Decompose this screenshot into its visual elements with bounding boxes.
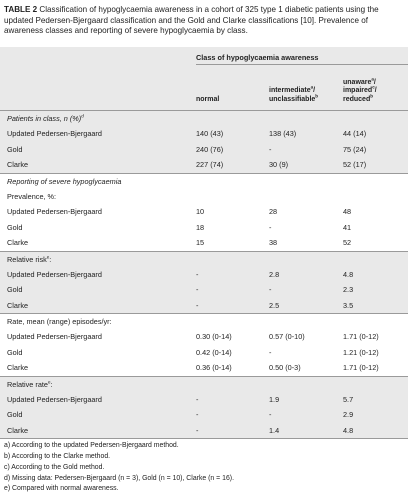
col-normal-label: normal xyxy=(196,95,220,103)
table-row xyxy=(0,298,408,313)
row-label: Updated Pedersen-Bjergaard xyxy=(7,269,102,279)
table-caption xyxy=(0,0,408,47)
table-row xyxy=(0,235,408,250)
table-row xyxy=(0,345,408,360)
cell-intermediate: 1.4 xyxy=(269,425,280,435)
table-row xyxy=(0,142,408,157)
table-row xyxy=(0,267,408,282)
table-body xyxy=(0,110,408,438)
cell-unaware: 2.3 xyxy=(343,285,354,295)
footnote-marker: b xyxy=(315,93,319,99)
table-section xyxy=(0,251,408,314)
cell-normal: 0.30 (0-14) xyxy=(196,332,232,342)
cell-intermediate: - xyxy=(269,222,272,232)
footnote: e) Compared with normal awareness. xyxy=(4,485,119,493)
row-label: Gold xyxy=(7,347,23,357)
col-unaware-line1: unaware xyxy=(343,78,372,86)
table-section xyxy=(0,173,408,251)
row-label: Gold xyxy=(7,144,23,154)
footnote: a) According to the updated Pedersen-Bjergaard method. xyxy=(4,442,179,450)
cell-normal: 227 (74) xyxy=(196,160,224,170)
table-row xyxy=(0,423,408,438)
col-normal-header xyxy=(196,96,219,105)
slash: / xyxy=(374,87,377,94)
cell-normal: - xyxy=(196,395,199,405)
cell-intermediate: 138 (43) xyxy=(269,129,297,139)
row-label: Clarke xyxy=(7,425,29,435)
cell-unaware: 1.21 (0-12) xyxy=(343,347,379,357)
col-unaware-header xyxy=(343,76,377,105)
footnote-marker: e xyxy=(47,379,51,385)
section-heading-colon: : xyxy=(50,379,53,389)
table-row xyxy=(0,126,408,141)
table-row xyxy=(0,189,408,204)
cell-normal: - xyxy=(196,425,199,435)
footnote: c) According to the Gold method. xyxy=(4,463,105,471)
cell-unaware: 5.7 xyxy=(343,395,354,405)
row-label: Clarke xyxy=(7,300,29,310)
cell-unaware: 48 xyxy=(343,207,352,217)
footnote-marker: a xyxy=(371,76,374,82)
group-underline xyxy=(196,64,408,65)
cell-intermediate: 0.50 (0-3) xyxy=(269,363,301,373)
row-label: Updated Pedersen-Bjergaard xyxy=(7,129,102,139)
cell-unaware: 4.8 xyxy=(343,425,354,435)
row-label: Clarke xyxy=(7,238,29,248)
cell-unaware: 3.5 xyxy=(343,300,354,310)
footnote-marker: b xyxy=(370,93,373,99)
section-heading-row xyxy=(0,314,408,329)
table-section xyxy=(0,376,408,439)
section-heading-text: Relative rate xyxy=(7,379,48,389)
section-heading-row xyxy=(0,111,408,126)
section-heading-text: Reporting of severe hypoglycaemia xyxy=(7,176,122,186)
row-label: Clarke xyxy=(7,160,29,170)
footnote-marker: e xyxy=(46,254,50,260)
cell-unaware: 52 (17) xyxy=(343,160,367,170)
slash: / xyxy=(313,87,316,94)
cell-normal: 18 xyxy=(196,222,205,232)
col-intermediate-header xyxy=(269,84,319,104)
cell-unaware: 1.71 (0-12) xyxy=(343,363,379,373)
slash: / xyxy=(373,78,376,86)
table-row xyxy=(0,360,408,375)
table-row xyxy=(0,329,408,344)
row-label: Prevalence, %: xyxy=(7,191,57,201)
section-heading xyxy=(7,377,53,392)
cell-intermediate: - xyxy=(269,410,272,420)
cell-normal: 0.36 (0-14) xyxy=(196,363,232,373)
cell-intermediate: 1.9 xyxy=(269,395,280,405)
row-label: Clarke xyxy=(7,363,29,373)
table-row xyxy=(0,157,408,172)
cell-normal: - xyxy=(196,410,199,420)
section-heading xyxy=(7,174,121,189)
table-row xyxy=(0,204,408,219)
cell-normal: 10 xyxy=(196,207,205,217)
table-section xyxy=(0,313,408,376)
group-header: Class of hypoglycaemia awareness xyxy=(196,53,319,62)
section-heading xyxy=(7,111,84,126)
cell-normal: 0.42 (0-14) xyxy=(196,347,232,357)
cell-normal: - xyxy=(196,300,199,310)
col-unaware-line2: impaired xyxy=(343,87,373,94)
section-heading-text: Patients in class, n (%) xyxy=(7,114,82,123)
cell-normal: - xyxy=(196,269,199,279)
column-header xyxy=(0,47,408,110)
section-heading-text: Rate, mean (range) episodes/yr: xyxy=(7,317,112,327)
section-heading-row xyxy=(0,174,408,189)
col-unaware-line3: reduced xyxy=(343,95,371,103)
row-label: Updated Pedersen-Bjergaard xyxy=(7,207,102,217)
table-row xyxy=(0,282,408,297)
cell-intermediate: - xyxy=(269,347,272,357)
cell-intermediate: 38 xyxy=(269,238,278,248)
cell-unaware: 4.8 xyxy=(343,269,354,279)
caption-text: Classification of hypoglycaemia awareness in a cohort of 325 type 1 diabetic patients using the updated Pedersen-Bjergaard classification and the Gold and Clarke classifications [10]. Prevalence of awareness classes and reporting of severe hypoglycaemia by class. xyxy=(4,5,379,36)
section-heading-row xyxy=(0,252,408,267)
row-label: Gold xyxy=(7,222,23,232)
section-heading-text: Relative risk xyxy=(7,254,47,264)
cell-intermediate: 2.8 xyxy=(269,269,280,279)
cell-unaware: 44 (14) xyxy=(343,129,367,139)
footnote-marker: a xyxy=(310,84,314,90)
section-heading xyxy=(7,252,51,267)
footnote: b) According to the Clarke method. xyxy=(4,453,111,460)
row-label: Updated Pedersen-Bjergaard xyxy=(7,395,102,405)
cell-normal: - xyxy=(196,285,199,295)
col-intermediate-line1: intermediate xyxy=(269,87,311,94)
cell-intermediate: 28 xyxy=(269,207,278,217)
cell-intermediate: 30 (9) xyxy=(269,160,289,170)
table-label: TABLE 2 xyxy=(4,5,38,14)
section-heading xyxy=(7,314,112,329)
cell-intermediate: 0.57 (0-10) xyxy=(269,332,305,342)
footnote: d) Missing data: Pedersen-Bjergaard (n = 3), Gold (n = 10), Clarke (n = 16). xyxy=(4,474,234,482)
cell-unaware: 75 (24) xyxy=(343,144,367,154)
row-label: Gold xyxy=(7,410,23,420)
cell-unaware: 41 xyxy=(343,222,352,232)
table-row xyxy=(0,407,408,422)
col-intermediate-line2: unclassifiable xyxy=(269,95,316,103)
cell-normal: 240 (76) xyxy=(196,144,224,154)
footnote-marker: d xyxy=(81,113,84,119)
footnotes xyxy=(0,438,408,495)
row-label: Gold xyxy=(7,285,23,295)
row-label: Updated Pedersen-Bjergaard xyxy=(7,332,102,342)
cell-intermediate: - xyxy=(269,285,272,295)
cell-normal: 15 xyxy=(196,238,205,248)
cell-intermediate: - xyxy=(269,144,272,154)
cell-unaware: 52 xyxy=(343,238,352,248)
cell-intermediate: 2.5 xyxy=(269,300,280,310)
cell-unaware: 2.9 xyxy=(343,410,354,420)
cell-normal: 140 (43) xyxy=(196,129,224,139)
cell-unaware: 1.71 (0-12) xyxy=(343,332,379,342)
section-heading-colon: : xyxy=(49,254,52,264)
table-section xyxy=(0,110,408,173)
section-heading-row xyxy=(0,377,408,392)
table-row xyxy=(0,220,408,235)
footnote-marker: c xyxy=(372,84,375,90)
table-row xyxy=(0,392,408,407)
